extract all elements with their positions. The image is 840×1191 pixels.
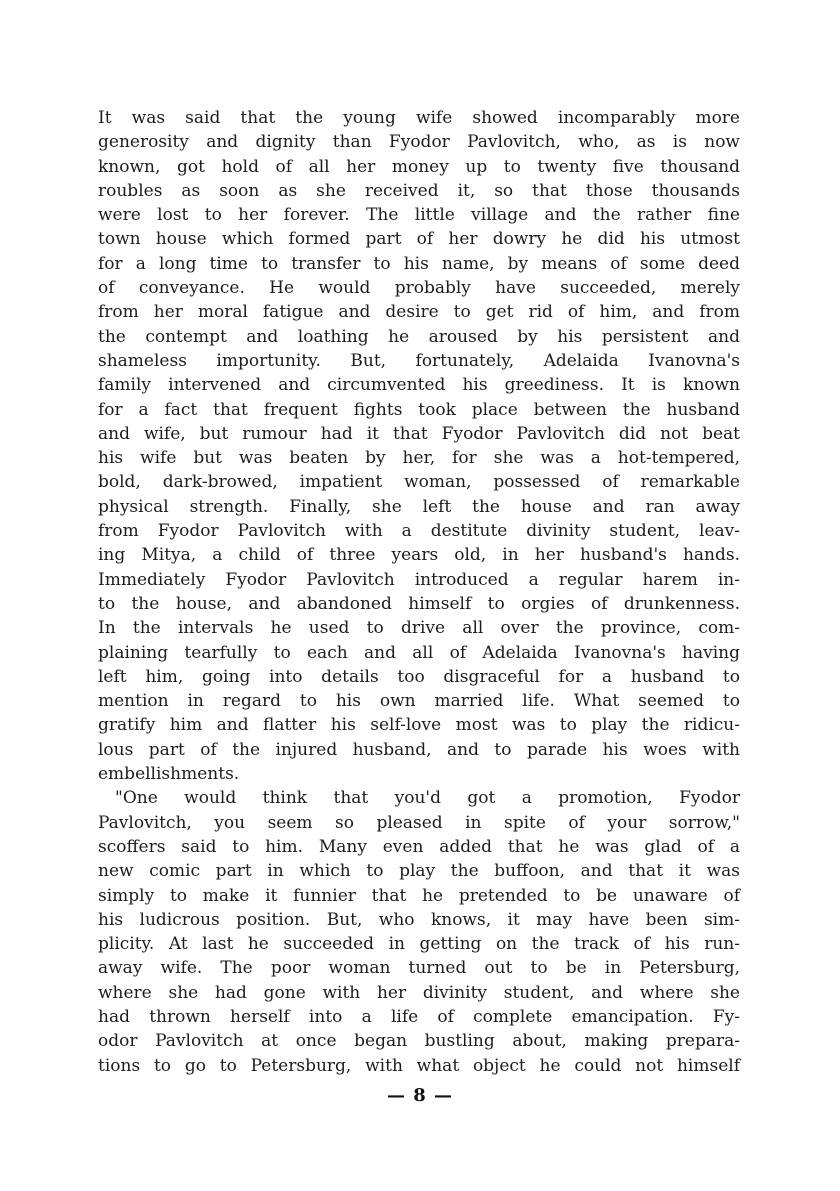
page-number: — 8 —: [386, 1085, 454, 1106]
text-line: tions to go to Petersburg, with what object he could not himself: [98, 1055, 740, 1076]
page-body-text: [98, 106, 740, 1078]
paragraph: [98, 786, 740, 1078]
text-line: "One would think that you'd got a promotion, Fyodor: [115, 788, 740, 809]
text-line: simply to make it funnier that he pretended to be unaware of: [98, 885, 740, 906]
text-line: of conveyance. He would probably have succeeded, merely: [98, 278, 740, 299]
text-line: were lost to her forever. The little village and the rather fine: [98, 205, 740, 226]
text-line: gratify him and flatter his self-love most was to play the ridicu-: [98, 715, 740, 736]
text-line: had thrown herself into a life of complete emancipation. Fy-: [98, 1006, 740, 1027]
text-line: family intervened and circumvented his greediness. It is known: [98, 375, 740, 396]
text-line: for a fact that frequent fights took place between the husband: [98, 399, 740, 420]
text-line: ing Mitya, a child of three years old, in her husband's hands.: [98, 545, 740, 566]
text-line: lous part of the injured husband, and to parade his woes with: [98, 739, 740, 760]
text-line: Pavlovitch, you seem so pleased in spite of your sorrow,": [98, 812, 740, 833]
text-line: known, got hold of all her money up to twenty five thousand: [98, 156, 740, 177]
text-line: town house which formed part of her dowry he did his utmost: [98, 229, 740, 250]
text-line: where she had gone with her divinity student, and where she: [98, 982, 740, 1003]
text-line: and wife, but rumour had it that Fyodor Pavlovitch did not beat: [98, 423, 740, 444]
text-line: his ludicrous position. But, who knows, it may have been sim-: [98, 909, 740, 930]
text-line: to the house, and abandoned himself to orgies of drunkenness.: [98, 593, 740, 614]
text-line: mention in regard to his own married life. What seemed to: [98, 691, 740, 712]
text-line: for a long time to transfer to his name, by means of some deed: [98, 253, 740, 274]
text-line: plaining tearfully to each and all of Adelaida Ivanovna's having: [98, 642, 740, 663]
text-line: odor Pavlovitch at once began bustling about, making prepara-: [98, 1031, 740, 1052]
text-line: from her moral fatigue and desire to get rid of him, and from: [98, 302, 740, 323]
text-line: In the intervals he used to drive all over the province, com-: [98, 618, 740, 639]
text-line: shameless importunity. But, fortunately, Adelaida Ivanovna's: [98, 350, 740, 371]
text-line: embellishments.: [98, 764, 240, 785]
text-line: It was said that the young wife showed incomparably more: [98, 108, 740, 128]
paragraph: [98, 106, 740, 786]
text-line: bold, dark-browed, impatient woman, possessed of remarkable: [98, 472, 740, 493]
text-line: the contempt and loathing he aroused by his persistent and: [98, 326, 740, 347]
text-line: away wife. The poor woman turned out to be in Petersburg,: [98, 958, 740, 979]
text-line: new comic part in which to play the buffoon, and that it was: [98, 861, 740, 882]
text-line: left him, going into details too disgraceful for a husband to: [98, 666, 740, 687]
text-line: plicity. At last he succeeded in getting on the track of his run-: [98, 934, 740, 955]
text-line: generosity and dignity than Fyodor Pavlovitch, who, as is now: [98, 132, 740, 153]
text-line: scoffers said to him. Many even added that he was glad of a: [98, 836, 740, 857]
text-line: his wife but was beaten by her, for she was a hot-tempered,: [98, 448, 740, 469]
text-line: roubles as soon as she received it, so that those thousands: [98, 180, 740, 201]
text-line: from Fyodor Pavlovitch with a destitute divinity student, leav-: [98, 521, 740, 542]
text-line: Immediately Fyodor Pavlovitch introduced a regular harem in-: [98, 569, 740, 590]
text-line: physical strength. Finally, she left the house and ran away: [98, 496, 740, 517]
